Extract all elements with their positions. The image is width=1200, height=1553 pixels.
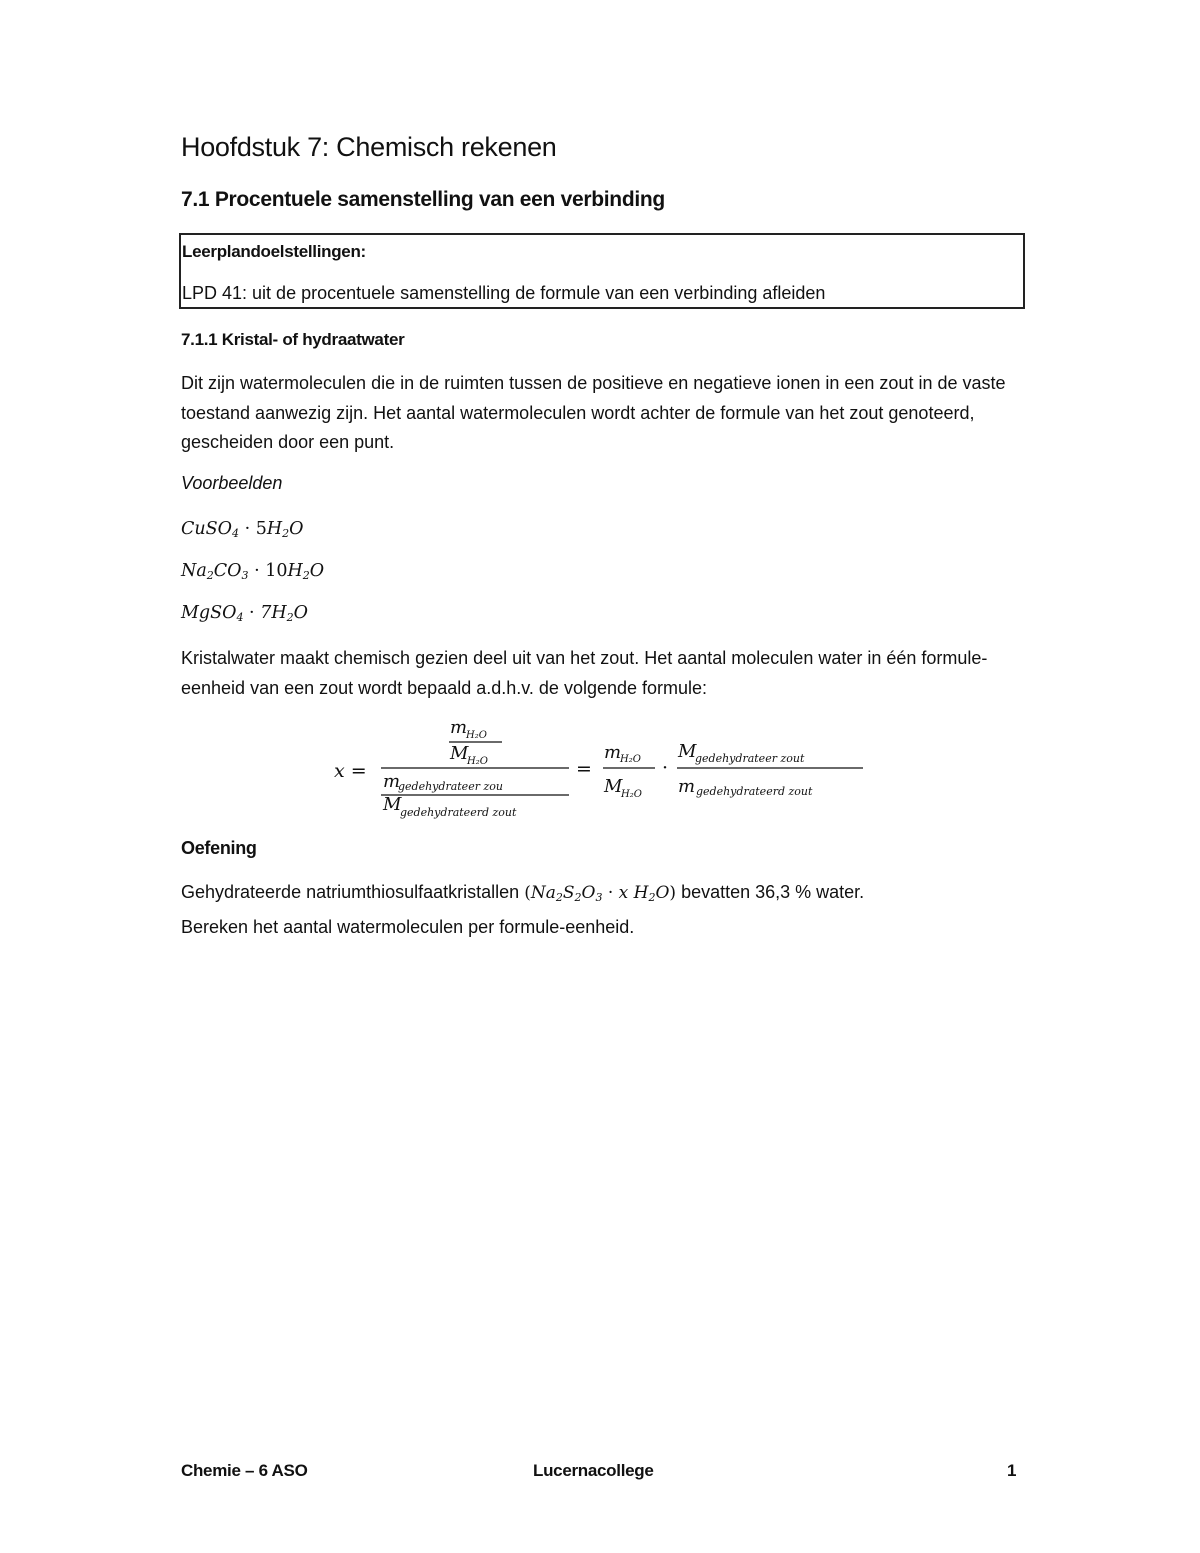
example-formula-mgso4: MgSO$_4$ · $7H_2O$: [181, 603, 308, 624]
examples-label: Voorbeelden: [181, 473, 283, 493]
eq-M-gedehydrateerd: M: [383, 794, 402, 815]
example-formula-cuso4: CuSO$_4$ · $5H_2O$: [181, 519, 304, 540]
objectives-box: [179, 233, 1025, 309]
eq-dot: ·: [662, 757, 669, 779]
footer-school: Lucernacollege: [533, 1461, 654, 1480]
paragraph-intro: Dit zijn watermoleculen die in de ruimten tussen de positieve en negatieve ionen in een zout in de vaste toestand aanwezig zijn. Het aantal watermoleculen wordt achter de formule van het zout genoteerd, gescheiden door een punt.: [181, 373, 1006, 452]
objectives-heading: Leerplandoelstellingen:: [182, 242, 366, 261]
eq-m-gedehydrateer: m: [383, 771, 401, 792]
paragraph-formula-intro: Kristalwater maakt chemisch gezien deel uit van het zout. Het aantal moleculen water in één formule-eenheid van een zout wordt bepaald a.d.h.v. de volgende formule:: [181, 648, 988, 698]
eq-m-h2o-top: m: [450, 717, 468, 738]
example-formula-na2co3: $Na_2CO_3 \cdot 10H_2O$: [181, 561, 325, 582]
subsection-title: 7.1.1 Kristal- of hydraatwater: [181, 330, 405, 349]
eq-M-h2o-top: M: [450, 743, 469, 764]
objectives-item: LPD 41: uit de procentuele samenstelling de formule van een verbinding afleiden: [182, 283, 826, 303]
footer-course: Chemie – 6 ASO: [181, 1461, 308, 1480]
exercise-formula: ($Na_2S_2O_3 \cdot x$ $H_2O$): [524, 883, 677, 904]
eq-M-h2o-top-sub: H₂O: [467, 756, 488, 767]
footer-page-number: 1: [1007, 1461, 1017, 1480]
eq-m-zout-sub: gedehydrateerd zout: [696, 785, 813, 798]
eq-M-h2o: M: [604, 776, 623, 797]
exercise-title: Oefening: [181, 838, 257, 858]
eq-M-zout-sub: gedehydrateer zout: [695, 752, 805, 765]
exercise-text: Gehydrateerde natriumthiosulfaatkristallen ($Na_2S_2O_3 \cdot x$ $H_2O$) bevatten 36,3 % water. Bereken het aantal watermoleculen per formule-eenheid.: [181, 882, 865, 937]
eq-M-zout: M: [678, 741, 697, 762]
eq-m-gedehydrateer-sub: gedehydrateer zou: [398, 780, 503, 793]
eq-equals: =: [576, 758, 592, 780]
eq-m-zout: m: [678, 776, 696, 797]
eq-m-h2o-sub: H₂O: [620, 754, 641, 765]
section-title: 7.1 Procentuele samenstelling van een verbinding: [181, 188, 665, 211]
eq-M-h2o-sub: H₂O: [621, 789, 642, 800]
eq-m-h2o-top-sub: H₂O: [466, 730, 487, 741]
eq-M-gedehydrateerd-sub: gedehydrateerd zout: [400, 806, 517, 819]
chapter-title: Hoofdstuk 7: Chemisch rekenen: [181, 132, 557, 162]
eq-m-h2o: m: [604, 742, 622, 763]
equation-lhs: x =: [334, 760, 367, 782]
